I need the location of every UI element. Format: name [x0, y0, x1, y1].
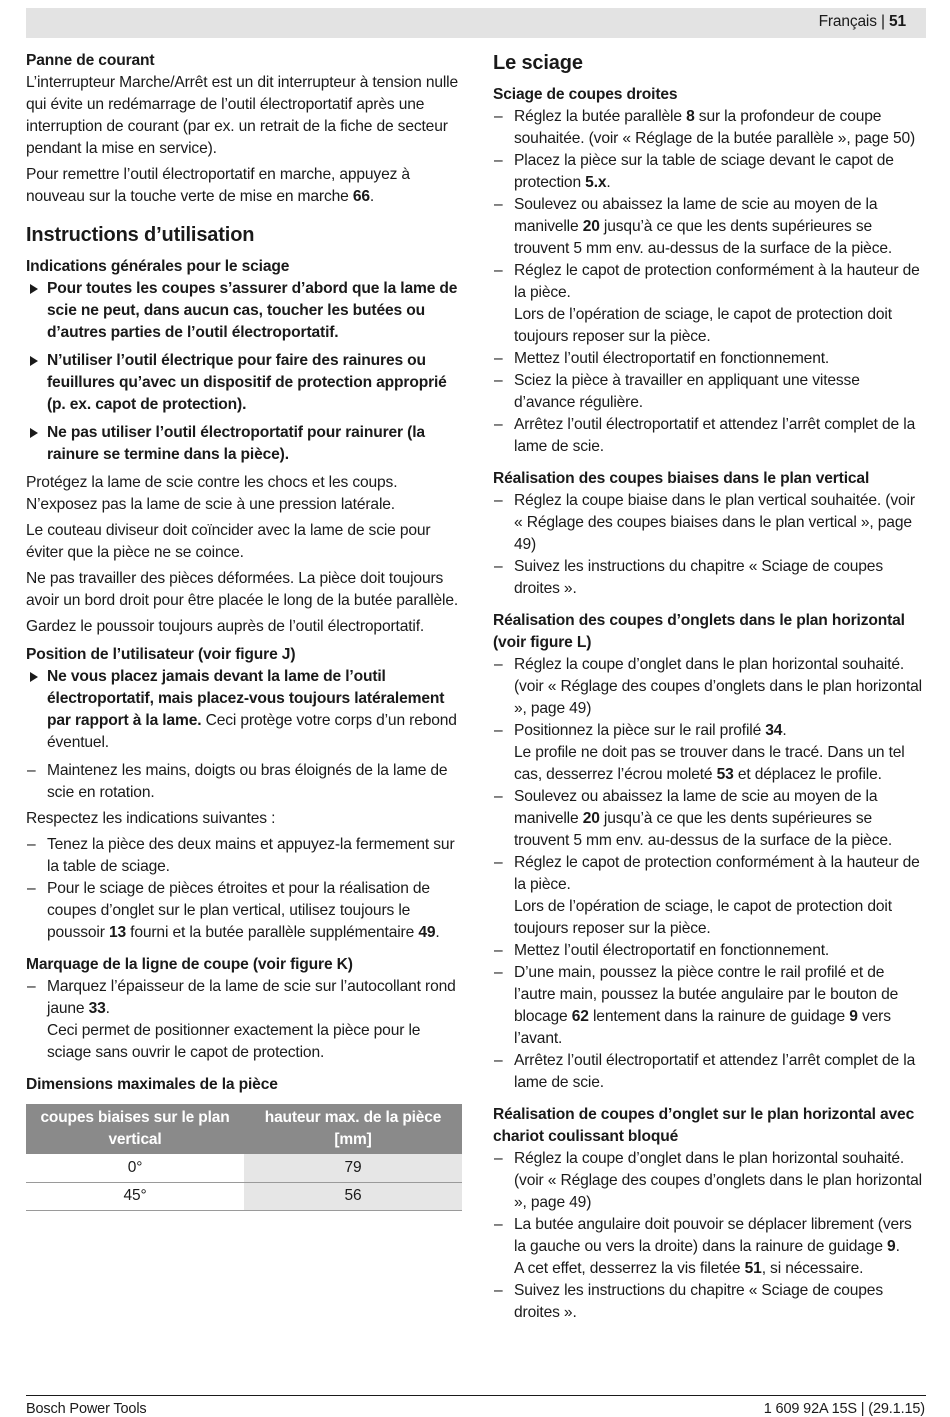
list-item: – Mettez l’outil électroportatif en fonctionnement.: [494, 942, 830, 959]
subsection-title: Dimensions maximales de la pièce: [26, 1076, 278, 1093]
section-title-sciage: Le sciage: [493, 52, 583, 74]
footer-rule: [26, 1395, 926, 1396]
list-item: – D’une main, poussez la pièce contre le rail profilé et de l’autre main, poussez la butée angulaire par le bouton de blocage 62 lentement dans la rainure de guidage 9 vers l’avant.: [494, 964, 899, 1047]
warning-triangle-icon: [30, 356, 38, 366]
list-item: – Réglez la coupe d’onglet dans le plan horizontal souhaité. (voir « Réglage des coupes d’onglets dans le plan horizontal », page 49): [494, 1150, 922, 1211]
footer-brand: Bosch Power Tools: [26, 1401, 147, 1417]
warning-item: Pour toutes les coupes s’assurer d’abord que la lame de scie ne peut, dans aucun cas, toucher les butées ou d’autres parties de l’outil électroportatif.: [26, 278, 462, 344]
footer-document-code: 1 609 92A 15S | (29.1.15): [763, 1401, 925, 1417]
table-cell: 45°: [26, 1182, 244, 1210]
paragraph: Pour remettre l’outil électroportatif en marche, appuyez à nouveau sur la touche verte de mise en marche 66.: [26, 166, 410, 205]
running-header: [819, 11, 906, 33]
section-title-instructions: Instructions d’utilisation: [26, 224, 255, 246]
dash-list: [493, 106, 925, 458]
paragraph: Le couteau diviseur doit coïncider avec la lame de scie pour éviter que la pièce ne se coince.: [26, 522, 431, 561]
list-item: – Placez la pièce sur la table de sciage devant le capot de protection 5.x.: [494, 152, 894, 191]
warning-item: N’utiliser l’outil électrique pour faire des rainures ou feuillures qu’avec un dispositif de protection approprié (p. ex. capot de protection).: [26, 350, 462, 416]
paragraph: Ne pas travailler des pièces déformées. La pièce doit toujours avoir un bord droit pour être placée le long de la butée parallèle.: [26, 570, 459, 609]
header-language: Français: [818, 13, 877, 30]
list-item: – Pour le sciage de pièces étroites et pour la réalisation de coupes d’onglet sur le plan vertical, utilisez toujours le poussoir 13 fourni et la butée parallèle supplémentaire 49.: [27, 880, 440, 941]
subsection-title: Marquage de la ligne de coupe (voir figure K): [26, 956, 353, 973]
warning-triangle-icon: [30, 284, 38, 294]
dash-list: [493, 1148, 925, 1324]
list-item: – Arrêtez l’outil électroportatif et attendez l’arrêt complet de la lame de scie.: [494, 1052, 916, 1091]
list-item: – Soulevez ou abaissez la lame de scie au moyen de la manivelle 20 jusqu’à ce que les dents supérieures se trouvent 5 mm env. au-dessus de la surface de la pièce.: [494, 788, 893, 849]
list-item: – Soulevez ou abaissez la lame de scie au moyen de la manivelle 20 jusqu’à ce que les dents supérieures se trouvent 5 mm env. au-dessus de la surface de la pièce.: [494, 196, 893, 257]
right-column: [493, 50, 925, 1324]
table-cell: 0°: [26, 1154, 244, 1182]
dash-list: [493, 654, 925, 1094]
list-item: – Réglez le capot de protection conformément à la hauteur de la pièce. Lors de l’opération de sciage, le capot de protection doit toujours reposer sur la pièce.: [494, 262, 920, 345]
table-cell: 79: [244, 1154, 462, 1182]
list-item: – Maintenez les mains, doigts ou bras éloignés de la lame de scie en rotation.: [27, 762, 448, 801]
page-number: 51: [889, 13, 906, 30]
header-bar: [26, 8, 926, 38]
subsection-title: Indications générales pour le sciage: [26, 258, 290, 275]
dash-list: [26, 834, 462, 944]
subsection-title: Sciage de coupes droites: [493, 86, 678, 103]
dimensions-table: [26, 1104, 462, 1211]
list-item: – Arrêtez l’outil électroportatif et attendez l’arrêt complet de la lame de scie.: [494, 416, 916, 455]
section-title-panne: Panne de courant: [26, 52, 155, 69]
column-header: hauteur max. de la pièce [mm]: [244, 1104, 462, 1154]
paragraph: Respectez les indications suivantes :: [26, 810, 276, 827]
column-header: coupes biaises sur le plan vertical: [26, 1104, 244, 1154]
subsection-title: Réalisation de coupes d’onglet sur le plan horizontal avec chariot coulissant bloqué: [493, 1106, 915, 1145]
dash-list: [26, 760, 462, 804]
list-item: – Réglez la coupe d’onglet dans le plan horizontal souhaité. (voir « Réglage des coupes d’onglets dans le plan horizontal », page 49): [494, 656, 922, 717]
paragraph: Protégez la lame de scie contre les chocs et les coups. N’exposez pas la lame de scie à une pression latérale.: [26, 474, 398, 513]
list-item: – Réglez la coupe biaise dans le plan vertical souhaitée. (voir « Réglage des coupes biaises dans le plan vertical », page 49): [494, 492, 915, 553]
table-row: [26, 1154, 462, 1182]
list-item: – Marquez l’épaisseur de la lame de scie sur l’autocollant rond jaune 33. Ceci permet de positionner exactement la pièce pour le sciage sans ouvrir le capot de protection.: [27, 978, 456, 1061]
paragraph: Gardez le poussoir toujours auprès de l’outil électroportatif.: [26, 618, 425, 635]
list-item: – Sciez la pièce à travailler en appliquant une vitesse d’avance régulière.: [494, 372, 860, 411]
left-column: [26, 50, 462, 1211]
list-item: – Positionnez la pièce sur le rail profilé 34. Le profile ne doit pas se trouver dans le tracé. Dans un tel cas, desserrez l’écrou moleté 53 et déplacez le profile.: [494, 722, 905, 783]
paragraph: L’interrupteur Marche/Arrêt est un dit interrupteur à tension nulle qui évite un redémarrage de l’outil électroportatif après une interruption de courant (par ex. un retrait de la fiche de secteur pendant la mise en service).: [26, 74, 459, 157]
subsection-title: Réalisation des coupes d’onglets dans le plan horizontal (voir figure L): [493, 612, 905, 651]
table-header-row: [26, 1104, 462, 1154]
list-item: – Tenez la pièce des deux mains et appuyez-la fermement sur la table de sciage.: [27, 836, 455, 875]
list-item: – Réglez la butée parallèle 8 sur la profondeur de coupe souhaitée. (voir « Réglage de la butée parallèle », page 50): [494, 108, 916, 147]
subsection-title: Position de l’utilisateur (voir figure J): [26, 646, 296, 663]
list-item: – La butée angulaire doit pouvoir se déplacer librement (vers la gauche ou vers la droite) dans la rainure de guidage 9. A cet effet, desserrez la vis filetée 51, si nécessaire.: [494, 1216, 912, 1277]
dash-list: [26, 976, 462, 1064]
table-row: [26, 1182, 462, 1210]
warning-item: Ne pas utiliser l’outil électroportatif pour rainurer (la rainure se termine dans la pièce).: [26, 422, 462, 466]
list-item: – Suivez les instructions du chapitre « Sciage de coupes droites ».: [494, 558, 883, 597]
warning-triangle-icon: [30, 672, 38, 682]
subsection-title: Réalisation des coupes biaises dans le plan vertical: [493, 470, 870, 487]
dash-list: [493, 490, 925, 600]
ref-number: 66: [352, 188, 370, 205]
header-separator: |: [880, 13, 885, 30]
warning-triangle-icon: [30, 428, 38, 438]
list-item: – Réglez le capot de protection conformément à la hauteur de la pièce. Lors de l’opération de sciage, le capot de protection doit toujours reposer sur la pièce.: [494, 854, 920, 937]
list-item: – Suivez les instructions du chapitre « Sciage de coupes droites ».: [494, 1282, 883, 1321]
list-item: – Mettez l’outil électroportatif en fonctionnement.: [494, 350, 830, 367]
warning-item: Ne vous placez jamais devant la lame de l’outil électroportatif, mais placez-vous toujours latéralement par rapport à la lame. Ceci protège votre corps d’un rebond éventuel.: [26, 666, 462, 754]
table-cell: 56: [244, 1182, 462, 1210]
